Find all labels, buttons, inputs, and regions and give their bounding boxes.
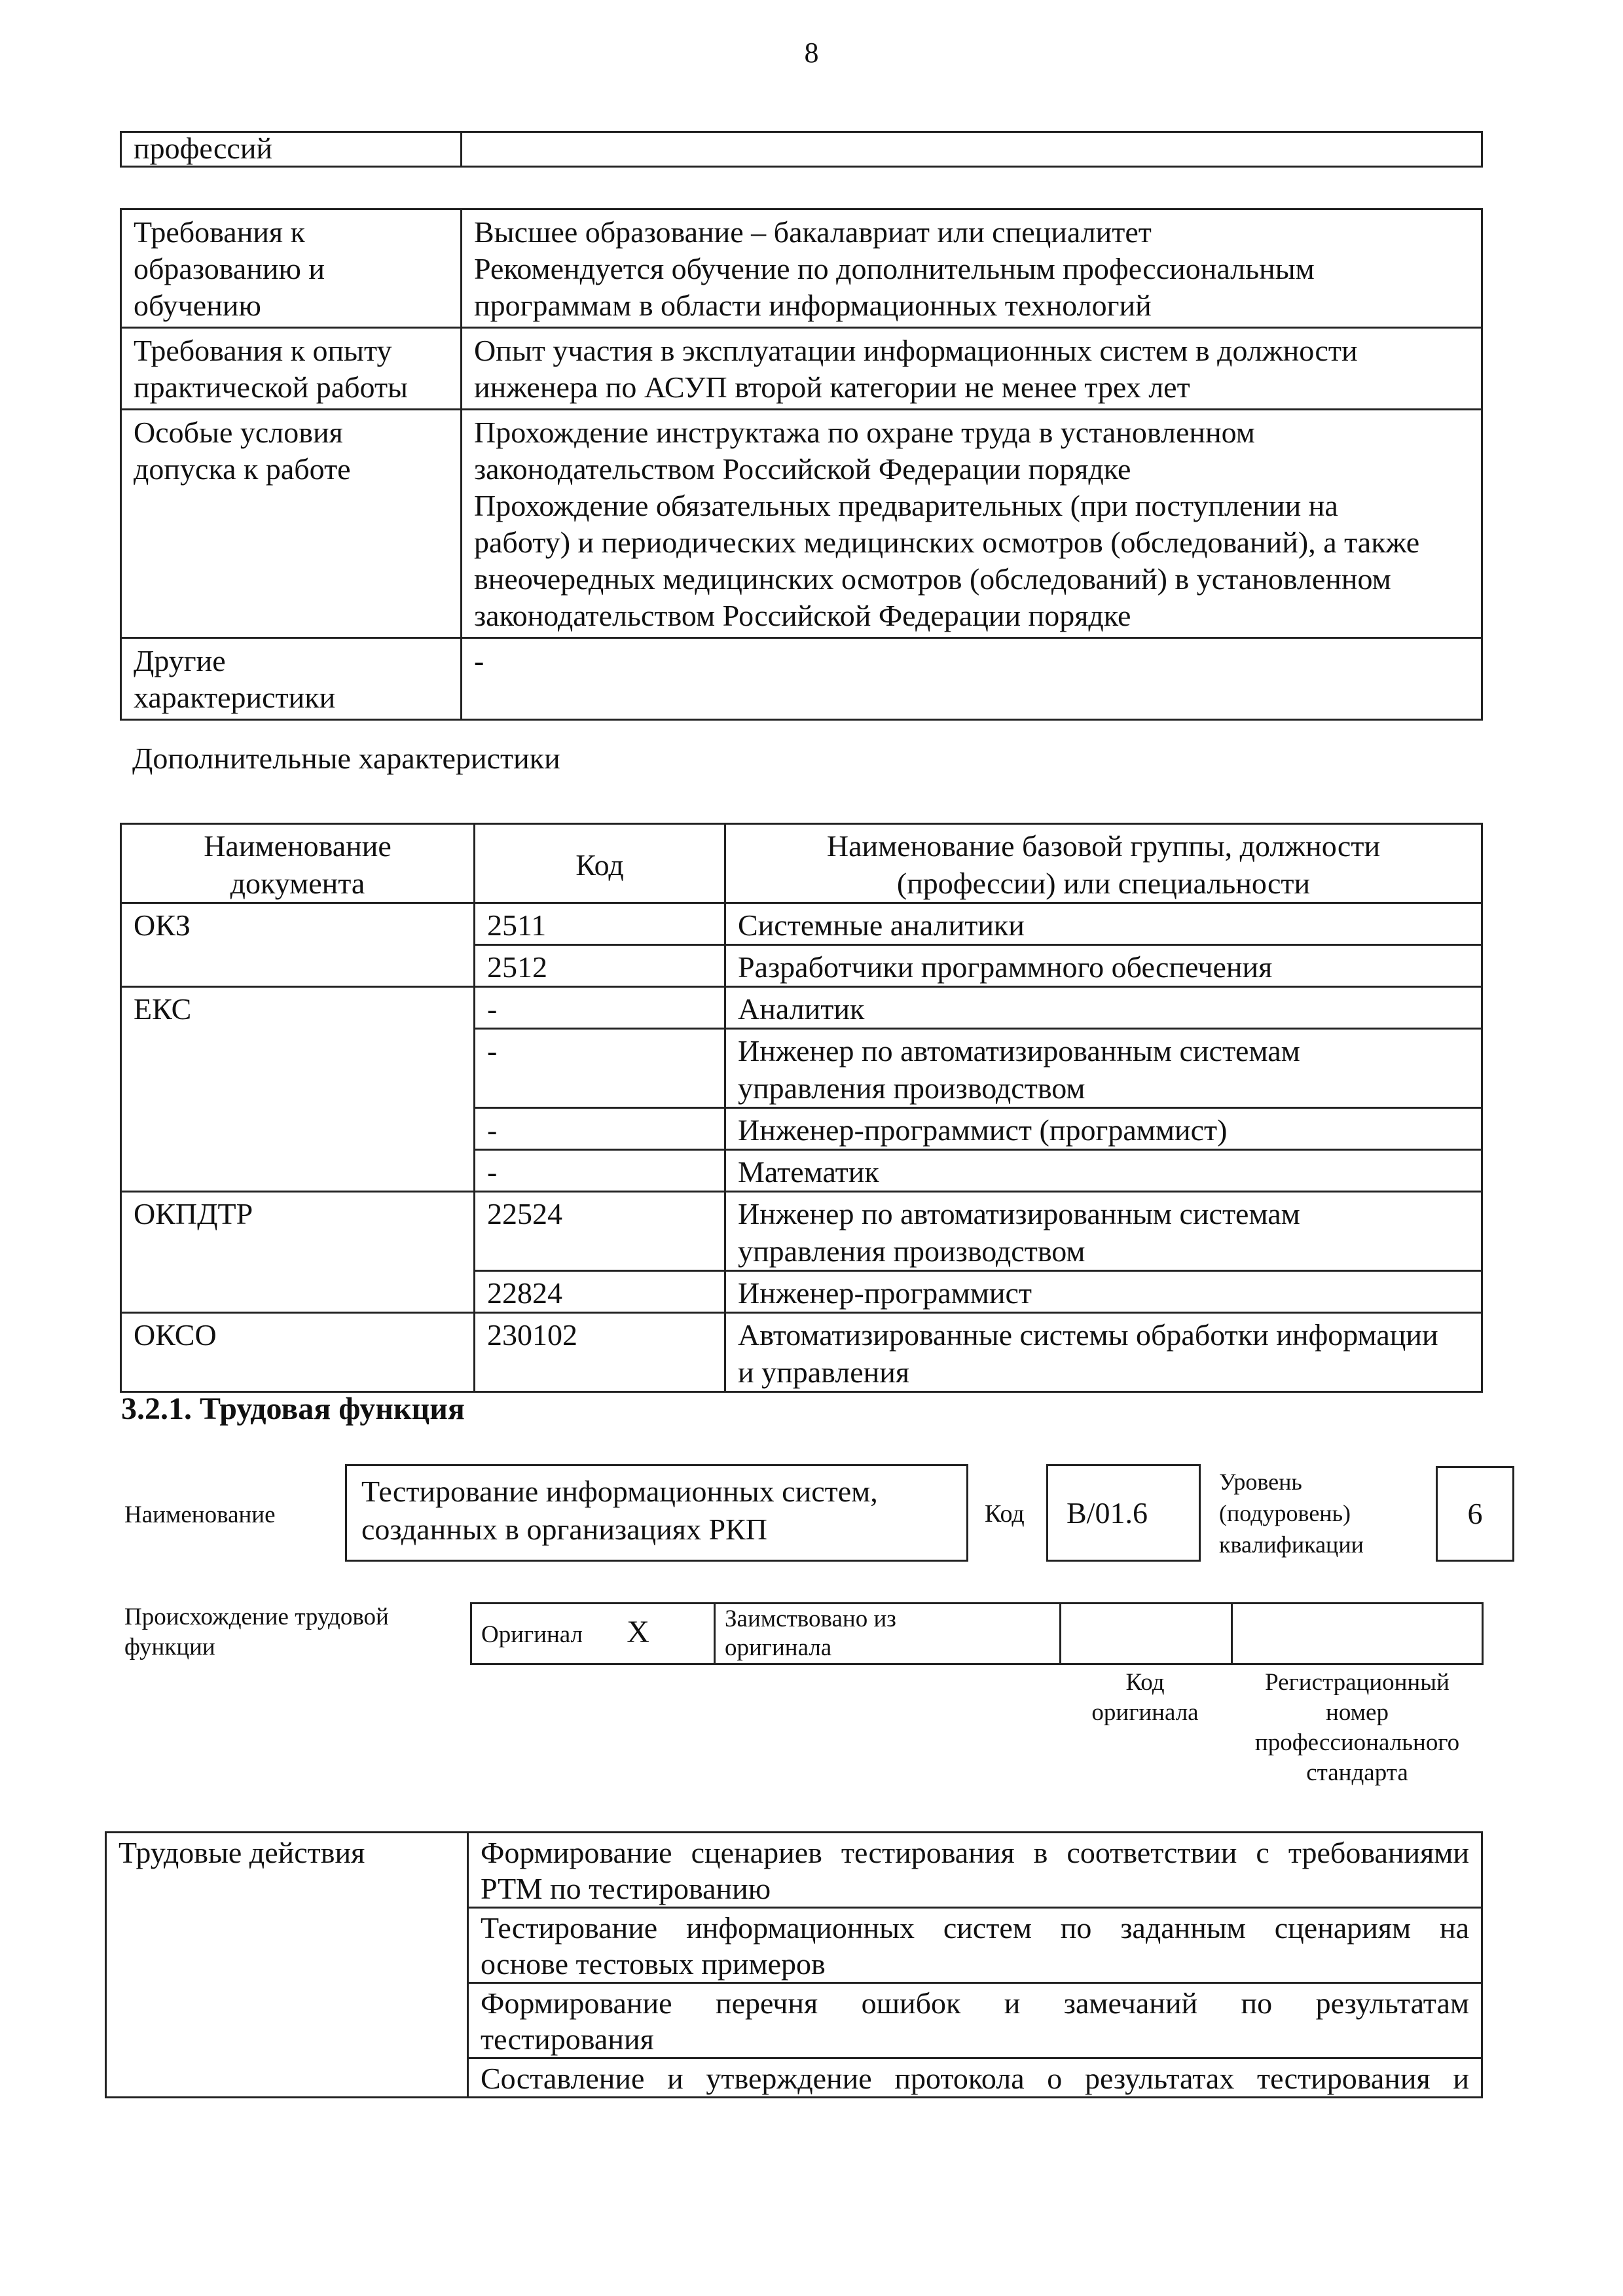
value-line: работу) и периодических медицинских осмотров (обследований), а также bbox=[474, 526, 1420, 559]
value-line: - bbox=[474, 644, 484, 677]
cell-document: ОКЗ bbox=[121, 903, 475, 987]
labor-action-item bbox=[468, 2058, 1482, 2098]
header-document bbox=[121, 824, 475, 903]
caption-line: Код bbox=[1125, 1669, 1165, 1696]
labor-action-item bbox=[468, 1833, 1482, 1908]
cell-document: ОКСО bbox=[121, 1313, 475, 1392]
registration-number-caption bbox=[1231, 1668, 1484, 1788]
value-line: законодательством Российской Федерации порядке bbox=[474, 599, 1131, 632]
function-name-label: Наименование bbox=[124, 1501, 276, 1528]
action-line: Формирование сценариев тестирования в соответствии с требованиями bbox=[481, 1836, 1469, 1869]
label-line: характеристики bbox=[134, 681, 336, 714]
origin-reg-cell bbox=[1232, 1604, 1483, 1664]
requirement-label bbox=[121, 209, 462, 328]
borrowed-line: Заимствовано из bbox=[725, 1605, 896, 1632]
requirement-value bbox=[462, 410, 1482, 638]
name-line: управления производством bbox=[738, 1071, 1085, 1105]
table-row bbox=[121, 209, 1482, 328]
cell-document: ОКПДТР bbox=[121, 1192, 475, 1313]
requirement-label bbox=[121, 328, 462, 410]
requirement-value bbox=[462, 209, 1482, 328]
origin-label-line: функции bbox=[124, 1634, 215, 1660]
cell-code: 2511 bbox=[475, 903, 725, 945]
name-line: Системные аналитики bbox=[738, 908, 1025, 942]
profession-value bbox=[462, 132, 1482, 167]
cell-code: 230102 bbox=[475, 1313, 725, 1392]
name-line: Инженер-программист (программист) bbox=[738, 1113, 1228, 1147]
caption-line: профессионального bbox=[1254, 1729, 1460, 1756]
level-label-line: Уровень bbox=[1219, 1469, 1302, 1495]
requirement-label bbox=[121, 638, 462, 720]
name-line: Инженер по автоматизированным системам bbox=[738, 1034, 1300, 1067]
origin-label bbox=[124, 1602, 389, 1662]
cell-name bbox=[725, 987, 1482, 1029]
label-line: Требования к опыту bbox=[134, 334, 392, 367]
action-line: основе тестовых примеров bbox=[481, 1947, 826, 1981]
name-line: Автоматизированные системы обработки информации bbox=[738, 1318, 1438, 1352]
table-row bbox=[121, 987, 1482, 1029]
profession-label: профессий bbox=[121, 132, 462, 167]
value-line: Высшее образование – бакалавриат или специалитет bbox=[474, 215, 1152, 249]
caption-line: номер bbox=[1326, 1699, 1389, 1726]
header-line: Наименование базовой группы, должности bbox=[826, 829, 1381, 863]
label-line: практической работы bbox=[134, 370, 408, 404]
value-line: программам в области информационных технологий bbox=[474, 289, 1152, 322]
labor-action-item bbox=[468, 1983, 1482, 2058]
cell-code: 2512 bbox=[475, 945, 725, 987]
cell-name bbox=[725, 1029, 1482, 1108]
value-line: внеочередных медицинских осмотров (обследований) в установленном bbox=[474, 562, 1391, 596]
label-line: Требования к bbox=[134, 215, 305, 249]
header-line: Наименование bbox=[204, 829, 392, 863]
function-name-line: созданных в организациях РКП bbox=[361, 1513, 767, 1546]
function-code-box: B/01.6 bbox=[1046, 1464, 1201, 1562]
caption-line: Регистрационный bbox=[1265, 1669, 1450, 1696]
level-label-line: квалификации bbox=[1219, 1532, 1364, 1558]
table-row bbox=[106, 1833, 1482, 1908]
labor-actions-table bbox=[105, 1831, 1483, 2098]
additional-caption: Дополнительные характеристики bbox=[132, 742, 560, 775]
requirements-table bbox=[120, 208, 1483, 721]
original-code-caption bbox=[1059, 1668, 1231, 1728]
cell-name bbox=[725, 945, 1482, 987]
value-line: Опыт участия в эксплуатации информационных систем в должности bbox=[474, 334, 1358, 367]
qualification-level-box: 6 bbox=[1436, 1466, 1514, 1562]
table-row bbox=[121, 328, 1482, 410]
origin-borrowed-cell bbox=[715, 1604, 1061, 1664]
value-line: Прохождение обязательных предварительных (при поступлении на bbox=[474, 489, 1338, 522]
header-line: документа bbox=[230, 867, 365, 900]
cell-code: 22524 bbox=[475, 1192, 725, 1271]
cell-name bbox=[725, 1150, 1482, 1192]
cell-name bbox=[725, 1192, 1482, 1271]
profession-continuation-table bbox=[120, 131, 1483, 168]
label-line: Особые условия bbox=[134, 416, 343, 449]
header-code bbox=[475, 824, 725, 903]
function-code-label: Код bbox=[985, 1500, 1025, 1528]
name-line: и управления bbox=[738, 1355, 910, 1389]
function-name-box bbox=[345, 1464, 968, 1562]
table-row bbox=[121, 903, 1482, 945]
table-row bbox=[121, 132, 1482, 167]
original-mark: X bbox=[627, 1615, 649, 1649]
action-line: Формирование перечня ошибок и замечаний по результатам bbox=[481, 1986, 1469, 2020]
function-name-line: Тестирование информационных систем, bbox=[361, 1475, 878, 1508]
table-row bbox=[471, 1604, 1483, 1664]
label-line: обучению bbox=[134, 289, 261, 322]
table-header-row bbox=[121, 824, 1482, 903]
table-row bbox=[121, 1313, 1482, 1392]
level-label-line: (подуровень) bbox=[1219, 1500, 1351, 1526]
action-line: Тестирование информационных систем по заданным сценариям на bbox=[481, 1911, 1469, 1945]
value-line: Прохождение инструктажа по охране труда в установленном bbox=[474, 416, 1255, 449]
header-name bbox=[725, 824, 1482, 903]
cell-name bbox=[725, 1313, 1482, 1392]
label-line: образованию и bbox=[134, 252, 325, 285]
header-line: Код bbox=[575, 848, 624, 882]
name-line: Разработчики программного обеспечения bbox=[738, 950, 1273, 984]
cell-code: 22824 bbox=[475, 1271, 725, 1313]
name-line: Аналитик bbox=[738, 992, 865, 1026]
cell-name bbox=[725, 1108, 1482, 1150]
name-line: управления производством bbox=[738, 1234, 1085, 1268]
value-line: инженера по АСУП второй категории не менее трех лет bbox=[474, 370, 1190, 404]
table-row bbox=[121, 638, 1482, 720]
labor-action-item bbox=[468, 1908, 1482, 1983]
borrowed-line: оригинала bbox=[725, 1634, 832, 1661]
label-line: допуска к работе bbox=[134, 452, 351, 486]
qualification-level-label bbox=[1219, 1466, 1364, 1560]
section-title: 3.2.1. Трудовая функция bbox=[121, 1391, 465, 1426]
table-row bbox=[121, 410, 1482, 638]
name-line: Математик bbox=[738, 1155, 879, 1189]
original-label: Оригинал bbox=[481, 1621, 583, 1648]
cell-code: - bbox=[475, 987, 725, 1029]
additional-characteristics-table bbox=[120, 823, 1483, 1393]
origin-label-line: Происхождение трудовой bbox=[124, 1604, 389, 1630]
page-number: 8 bbox=[804, 37, 819, 69]
origin-table bbox=[470, 1602, 1484, 1665]
cell-name bbox=[725, 903, 1482, 945]
requirement-value bbox=[462, 638, 1482, 720]
action-line: тестирования bbox=[481, 2022, 654, 2056]
name-line: Инженер-программист bbox=[738, 1276, 1032, 1310]
action-line: РТМ по тестированию bbox=[481, 1872, 771, 1905]
cell-name bbox=[725, 1271, 1482, 1313]
header-line: (профессии) или специальности bbox=[896, 867, 1311, 900]
cell-code: - bbox=[475, 1150, 725, 1192]
name-line: Инженер по автоматизированным системам bbox=[738, 1197, 1300, 1230]
table-row bbox=[121, 1192, 1482, 1271]
cell-document: ЕКС bbox=[121, 987, 475, 1192]
caption-line: оригинала bbox=[1091, 1699, 1199, 1726]
value-line: законодательством Российской Федерации порядке bbox=[474, 452, 1131, 486]
label-line: Другие bbox=[134, 644, 226, 677]
origin-code-cell bbox=[1061, 1604, 1232, 1664]
cell-code: - bbox=[475, 1029, 725, 1108]
cell-code: - bbox=[475, 1108, 725, 1150]
caption-line: стандарта bbox=[1306, 1759, 1408, 1786]
labor-actions-label: Трудовые действия bbox=[106, 1833, 468, 2098]
requirement-label bbox=[121, 410, 462, 638]
action-line: Составление и утверждение протокола о результатах тестирования и bbox=[481, 2062, 1469, 2095]
origin-original-cell bbox=[471, 1604, 715, 1664]
value-line: Рекомендуется обучение по дополнительным профессиональным bbox=[474, 252, 1315, 285]
requirement-value bbox=[462, 328, 1482, 410]
